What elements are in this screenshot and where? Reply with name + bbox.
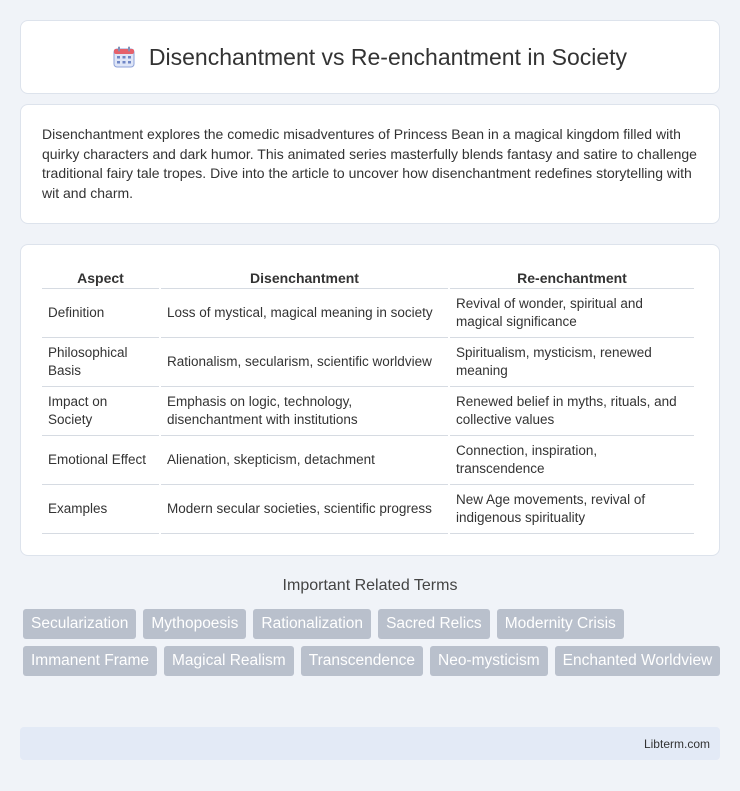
term-tag[interactable]: Neo-mysticism: [430, 646, 548, 676]
comparison-card: [20, 244, 720, 556]
table-row: [42, 485, 694, 534]
table-row: [42, 436, 694, 485]
header-disenchantment: Disenchantment: [161, 265, 448, 289]
term-tag[interactable]: Magical Realism: [164, 646, 294, 676]
table-row: [42, 338, 694, 387]
row-disenchantment: Rationalism, secularism, scientific worldview: [161, 338, 448, 387]
row-aspect: Emotional Effect: [42, 436, 159, 485]
term-tag[interactable]: Transcendence: [301, 646, 423, 676]
row-aspect: Impact on Society: [42, 387, 159, 436]
related-terms-list: [23, 609, 723, 676]
term-tag[interactable]: Mythopoesis: [143, 609, 246, 639]
row-reenchantment: Connection, inspiration, transcendence: [450, 436, 694, 485]
table-header-row: [42, 265, 694, 289]
comparison-table: [40, 265, 696, 534]
row-reenchantment: Renewed belief in myths, rituals, and collective values: [450, 387, 694, 436]
term-tag[interactable]: Sacred Relics: [378, 609, 490, 639]
related-terms-title: Important Related Terms: [282, 577, 458, 594]
row-disenchantment: Modern secular societies, scientific progress: [161, 485, 448, 534]
row-aspect: Philosophical Basis: [42, 338, 159, 387]
table-row: [42, 387, 694, 436]
row-reenchantment: Spiritualism, mysticism, renewed meaning: [450, 338, 694, 387]
header-aspect: Aspect: [42, 265, 159, 289]
footer: [20, 727, 720, 760]
term-tag[interactable]: Immanent Frame: [23, 646, 157, 676]
row-disenchantment: Alienation, skepticism, detachment: [161, 436, 448, 485]
row-reenchantment: Revival of wonder, spiritual and magical significance: [450, 289, 694, 338]
row-aspect: Examples: [42, 485, 159, 534]
page-title: Disenchantment vs Re-enchantment in Society: [148, 43, 628, 70]
intro-card: [20, 104, 720, 224]
calendar-icon: [113, 46, 135, 68]
row-disenchantment: Emphasis on logic, technology, disenchantment with institutions: [161, 387, 448, 436]
header-card: [20, 20, 720, 94]
term-tag[interactable]: Rationalization: [253, 609, 371, 639]
term-tag[interactable]: Enchanted Worldview: [555, 646, 721, 676]
term-tag[interactable]: Modernity Crisis: [497, 609, 624, 639]
term-tag[interactable]: Secularization: [23, 609, 136, 639]
row-reenchantment: New Age movements, revival of indigenous spirituality: [450, 485, 694, 534]
table-row: [42, 289, 694, 338]
header-reenchantment: Re-enchantment: [450, 265, 694, 289]
row-aspect: Definition: [42, 289, 159, 338]
intro-text: Disenchantment explores the comedic misadventures of Princess Bean in a magical kingdom filled with quirky characters and dark humor. This animated series masterfully blends fantasy and satire to challenge traditional fairy tale tropes. Dive into the article to uncover how disenchantment redefines storytelling with wit and charm.: [42, 126, 697, 201]
row-disenchantment: Loss of mystical, magical meaning in society: [161, 289, 448, 338]
footer-brand-link[interactable]: Libterm.com: [643, 736, 710, 751]
